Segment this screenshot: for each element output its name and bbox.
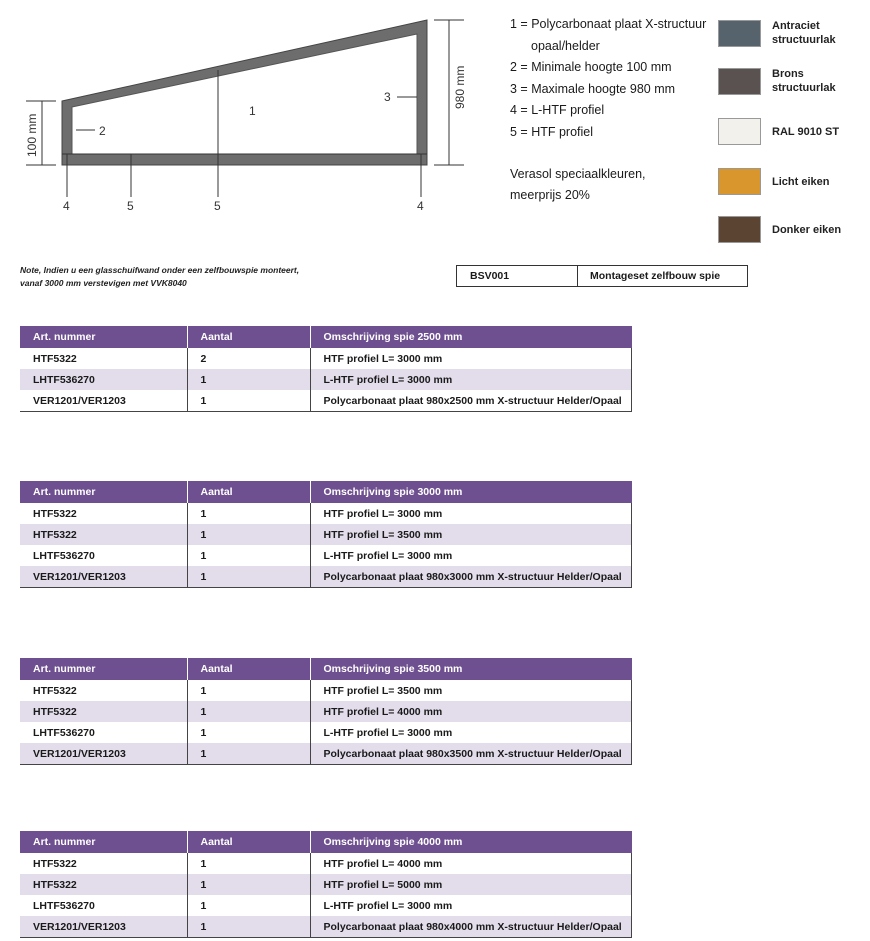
cell-art: VER1201/VER1203	[20, 916, 187, 938]
parts-table-4000	[20, 831, 632, 938]
header-art-nummer: Art. nummer	[20, 831, 187, 853]
color-swatch	[718, 168, 761, 195]
special-colors-line2: meerprijs 20%	[510, 188, 590, 202]
label-htf-a: 5	[127, 199, 134, 213]
cell-qty: 1	[187, 916, 310, 938]
note-line2: vanaf 3000 mm verstevigen met VVK8040	[20, 278, 187, 288]
cell-qty: 2	[187, 348, 310, 369]
header-aantal: Aantal	[187, 326, 310, 348]
table-row	[20, 916, 632, 938]
table-header-row	[20, 326, 632, 348]
special-colors-note	[510, 164, 706, 206]
wedge-diagram	[0, 0, 480, 225]
color-option-antraciet	[718, 19, 836, 47]
dim-min-height: 100 mm	[25, 113, 39, 157]
table-row	[20, 566, 632, 588]
table-header-row	[20, 831, 632, 853]
header-omschrijving: Omschrijving spie 3000 mm	[310, 481, 632, 503]
table-row	[20, 680, 632, 701]
cell-desc: L-HTF profiel L= 3000 mm	[310, 369, 632, 390]
label-min-height: 2	[99, 124, 106, 138]
cell-desc: HTF profiel L= 3500 mm	[310, 680, 632, 701]
cell-art: VER1201/VER1203	[20, 390, 187, 412]
cell-desc: Polycarbonaat plaat 980x4000 mm X-structuur Helder/Opaal	[310, 916, 632, 938]
cell-desc: L-HTF profiel L= 3000 mm	[310, 895, 632, 916]
cell-desc: HTF profiel L= 4000 mm	[310, 701, 632, 722]
cell-qty: 1	[187, 874, 310, 895]
legend-item: opaal/helder	[531, 38, 600, 53]
cell-desc: HTF profiel L= 5000 mm	[310, 874, 632, 895]
color-option-brons	[718, 67, 836, 95]
cell-desc: HTF profiel L= 3500 mm	[310, 524, 632, 545]
cell-art: LHTF536270	[33, 726, 95, 739]
kit-code: BSV001	[457, 266, 578, 286]
header-omschrijving: Omschrijving spie 3500 mm	[310, 658, 632, 680]
legend	[510, 14, 706, 206]
note-line1: Note, Indien u een glasschuifwand onder een zelfbouwspie monteert,	[20, 265, 300, 275]
table-row	[20, 874, 632, 895]
cell-art: HTF5322	[33, 684, 77, 697]
header-omschrijving: Omschrijving spie 4000 mm	[310, 831, 632, 853]
parts-table-2500	[20, 326, 632, 412]
header-art-nummer: Art. nummer	[20, 481, 187, 503]
color-label: Antraciet structuurlak	[772, 20, 836, 46]
label-lhtf-right: 4	[417, 199, 424, 213]
cell-art: HTF5322	[20, 701, 187, 722]
legend-item: 1 = Polycarbonaat plaat X-structuur	[510, 17, 707, 31]
special-colors-line1: Verasol speciaalkleuren,	[510, 167, 646, 181]
cell-desc: Polycarbonaat plaat 980x3500 mm X-structuur Helder/Opaal	[310, 743, 632, 765]
color-option-donker-eiken	[718, 216, 841, 243]
cell-art: VER1201/VER1203	[20, 743, 187, 765]
cell-art: LHTF536270	[33, 899, 95, 912]
table-header-row	[20, 658, 632, 680]
header-aantal: Aantal	[187, 658, 310, 680]
table-row	[20, 701, 632, 722]
label-max-height: 3	[384, 90, 391, 104]
color-swatch	[718, 216, 761, 243]
color-option-ral9010	[718, 118, 839, 145]
table-row	[20, 722, 632, 743]
color-swatch	[718, 118, 761, 145]
header-aantal: Aantal	[187, 831, 310, 853]
cell-desc: L-HTF profiel L= 3000 mm	[310, 722, 632, 743]
color-label: Licht eiken	[772, 175, 830, 188]
header-art-nummer: Art. nummer	[20, 326, 187, 348]
cell-qty: 1	[187, 722, 310, 743]
table-row	[20, 743, 632, 765]
table-row	[20, 390, 632, 412]
color-label: RAL 9010 ST	[772, 125, 840, 138]
cell-desc: HTF profiel L= 3000 mm	[310, 503, 632, 524]
kit-description: Montageset zelfbouw spie	[590, 270, 721, 282]
reinforcement-note	[20, 264, 350, 290]
cell-desc: Polycarbonaat plaat 980x2500 mm X-structuur Helder/Opaal	[310, 390, 632, 412]
cell-art: HTF5322	[33, 507, 77, 520]
legend-item: 5 = HTF profiel	[510, 124, 594, 139]
legend-item: 3 = Maximale hoogte 980 mm	[510, 81, 676, 96]
cell-desc: HTF profiel L= 3000 mm	[310, 348, 632, 369]
cell-qty: 1	[187, 680, 310, 701]
cell-qty: 1	[187, 545, 310, 566]
color-swatch	[718, 68, 761, 95]
legend-item: 4 = L-HTF profiel	[510, 103, 605, 117]
legend-item: 2 = Minimale hoogte 100 mm	[510, 60, 672, 74]
cell-qty: 1	[187, 853, 310, 874]
cell-desc: Polycarbonaat plaat 980x3000 mm X-structuur Helder/Opaal	[310, 566, 632, 588]
table-row	[20, 524, 632, 545]
table-row	[20, 895, 632, 916]
cell-art: HTF5322	[20, 874, 187, 895]
header-omschrijving: Omschrijving spie 2500 mm	[310, 326, 632, 348]
cell-art: VER1201/VER1203	[20, 566, 187, 588]
color-option-licht-eiken	[718, 168, 829, 195]
mounting-kit-box	[456, 265, 748, 287]
table-row	[20, 369, 632, 390]
cell-art: HTF5322	[33, 857, 77, 870]
cell-qty: 1	[187, 895, 310, 916]
cell-art: LHTF536270	[20, 369, 187, 390]
cell-qty: 1	[187, 369, 310, 390]
cell-desc: L-HTF profiel L= 3000 mm	[310, 545, 632, 566]
dim-max-height: 980 mm	[453, 65, 467, 109]
cell-art: LHTF536270	[33, 549, 95, 562]
table-row	[20, 503, 632, 524]
cell-qty: 1	[187, 503, 310, 524]
color-swatch	[718, 20, 761, 47]
color-label: Donker eiken	[772, 223, 842, 236]
table-row	[20, 545, 632, 566]
table-row	[20, 853, 632, 874]
table-header-row	[20, 481, 632, 503]
cell-qty: 1	[187, 743, 310, 765]
parts-table-3000	[20, 481, 632, 588]
label-htf-b: 5	[214, 199, 221, 213]
label-plate: 1	[249, 104, 256, 118]
cell-qty: 1	[187, 701, 310, 722]
header-aantal: Aantal	[187, 481, 310, 503]
label-lhtf-left: 4	[63, 199, 70, 213]
parts-table-3500	[20, 658, 632, 765]
color-label: Brons structuurlak	[772, 68, 836, 94]
cell-art: HTF5322	[33, 352, 77, 365]
cell-art: HTF5322	[20, 524, 187, 545]
cell-qty: 1	[187, 390, 310, 412]
header-art-nummer: Art. nummer	[20, 658, 187, 680]
table-row	[20, 348, 632, 369]
cell-qty: 1	[187, 566, 310, 588]
cell-desc: HTF profiel L= 4000 mm	[310, 853, 632, 874]
cell-qty: 1	[187, 524, 310, 545]
